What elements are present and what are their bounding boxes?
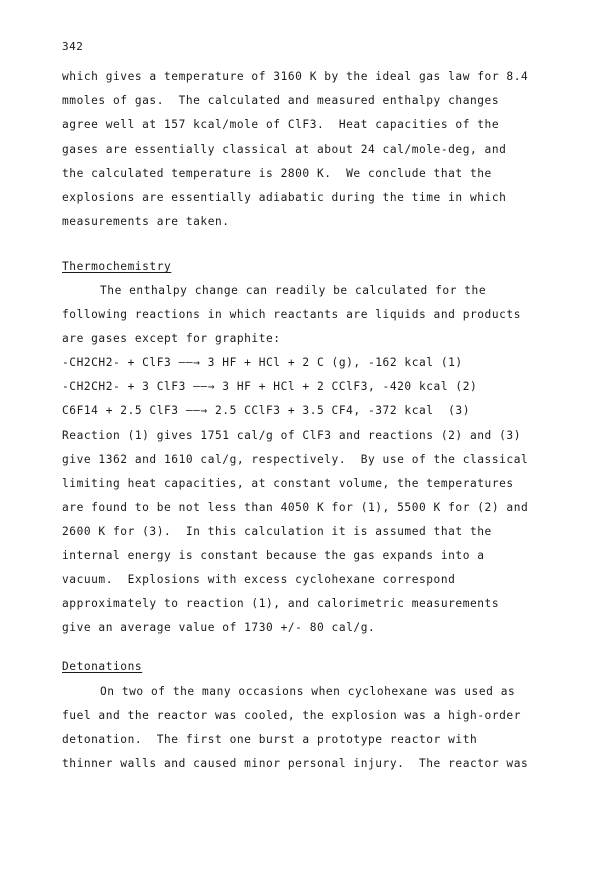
- body-line: are gases except for graphite:: [62, 332, 281, 345]
- body-line: The enthalpy change can readily be calculated for the: [100, 284, 487, 297]
- body-line: are found to be not less than 4050 K for (1), 5500 K for (2) and: [62, 501, 529, 514]
- body-line: explosions are essentially adiabatic during the time in which: [62, 191, 507, 204]
- page-number: 342: [62, 40, 84, 53]
- body-line: give an average value of 1730 +/- 80 cal/g.: [62, 621, 376, 634]
- body-line: gases are essentially classical at about 24 cal/mole-deg, and: [62, 143, 507, 156]
- reaction-1: -CH2CH2- + ClF3 ——→ 3 HF + HCl + 2 C (g), -162 kcal (1): [62, 356, 463, 369]
- body-line: thinner walls and caused minor personal injury. The reactor was: [62, 757, 529, 770]
- body-line: measurements are taken.: [62, 215, 230, 228]
- body-line: internal energy is constant because the gas expands into a: [62, 549, 485, 562]
- body-line: mmoles of gas. The calculated and measured enthalpy changes: [62, 94, 500, 107]
- body-line: agree well at 157 kcal/mole of ClF3. Heat capacities of the: [62, 118, 500, 131]
- reaction-3: C6F14 + 2.5 ClF3 ——→ 2.5 CClF3 + 3.5 CF4, -372 kcal (3): [62, 404, 470, 417]
- body-line: limiting heat capacities, at constant volume, the temperatures: [62, 477, 514, 490]
- body-line: detonation. The first one burst a prototype reactor with: [62, 733, 478, 746]
- body-line: 2600 K for (3). In this calculation it is assumed that the: [62, 525, 492, 538]
- section-heading-thermochemistry: Thermochemistry: [62, 260, 172, 273]
- reaction-2: -CH2CH2- + 3 ClF3 ——→ 3 HF + HCl + 2 CClF3, -420 kcal (2): [62, 380, 478, 393]
- body-line: vacuum. Explosions with excess cyclohexane correspond: [62, 573, 456, 586]
- body-line: the calculated temperature is 2800 K. We conclude that the: [62, 167, 492, 180]
- body-line: Reaction (1) gives 1751 cal/g of ClF3 and reactions (2) and (3): [62, 429, 521, 442]
- body-line: approximately to reaction (1), and calorimetric measurements: [62, 597, 500, 610]
- body-line: following reactions in which reactants are liquids and products: [62, 308, 521, 321]
- body-line: On two of the many occasions when cyclohexane was used as: [100, 685, 516, 698]
- body-line: fuel and the reactor was cooled, the explosion was a high-order: [62, 709, 521, 722]
- section-heading-detonations: Detonations: [62, 660, 143, 673]
- body-line: which gives a temperature of 3160 K by the ideal gas law for 8.4: [62, 70, 529, 83]
- body-line: give 1362 and 1610 cal/g, respectively. By use of the classical: [62, 453, 529, 466]
